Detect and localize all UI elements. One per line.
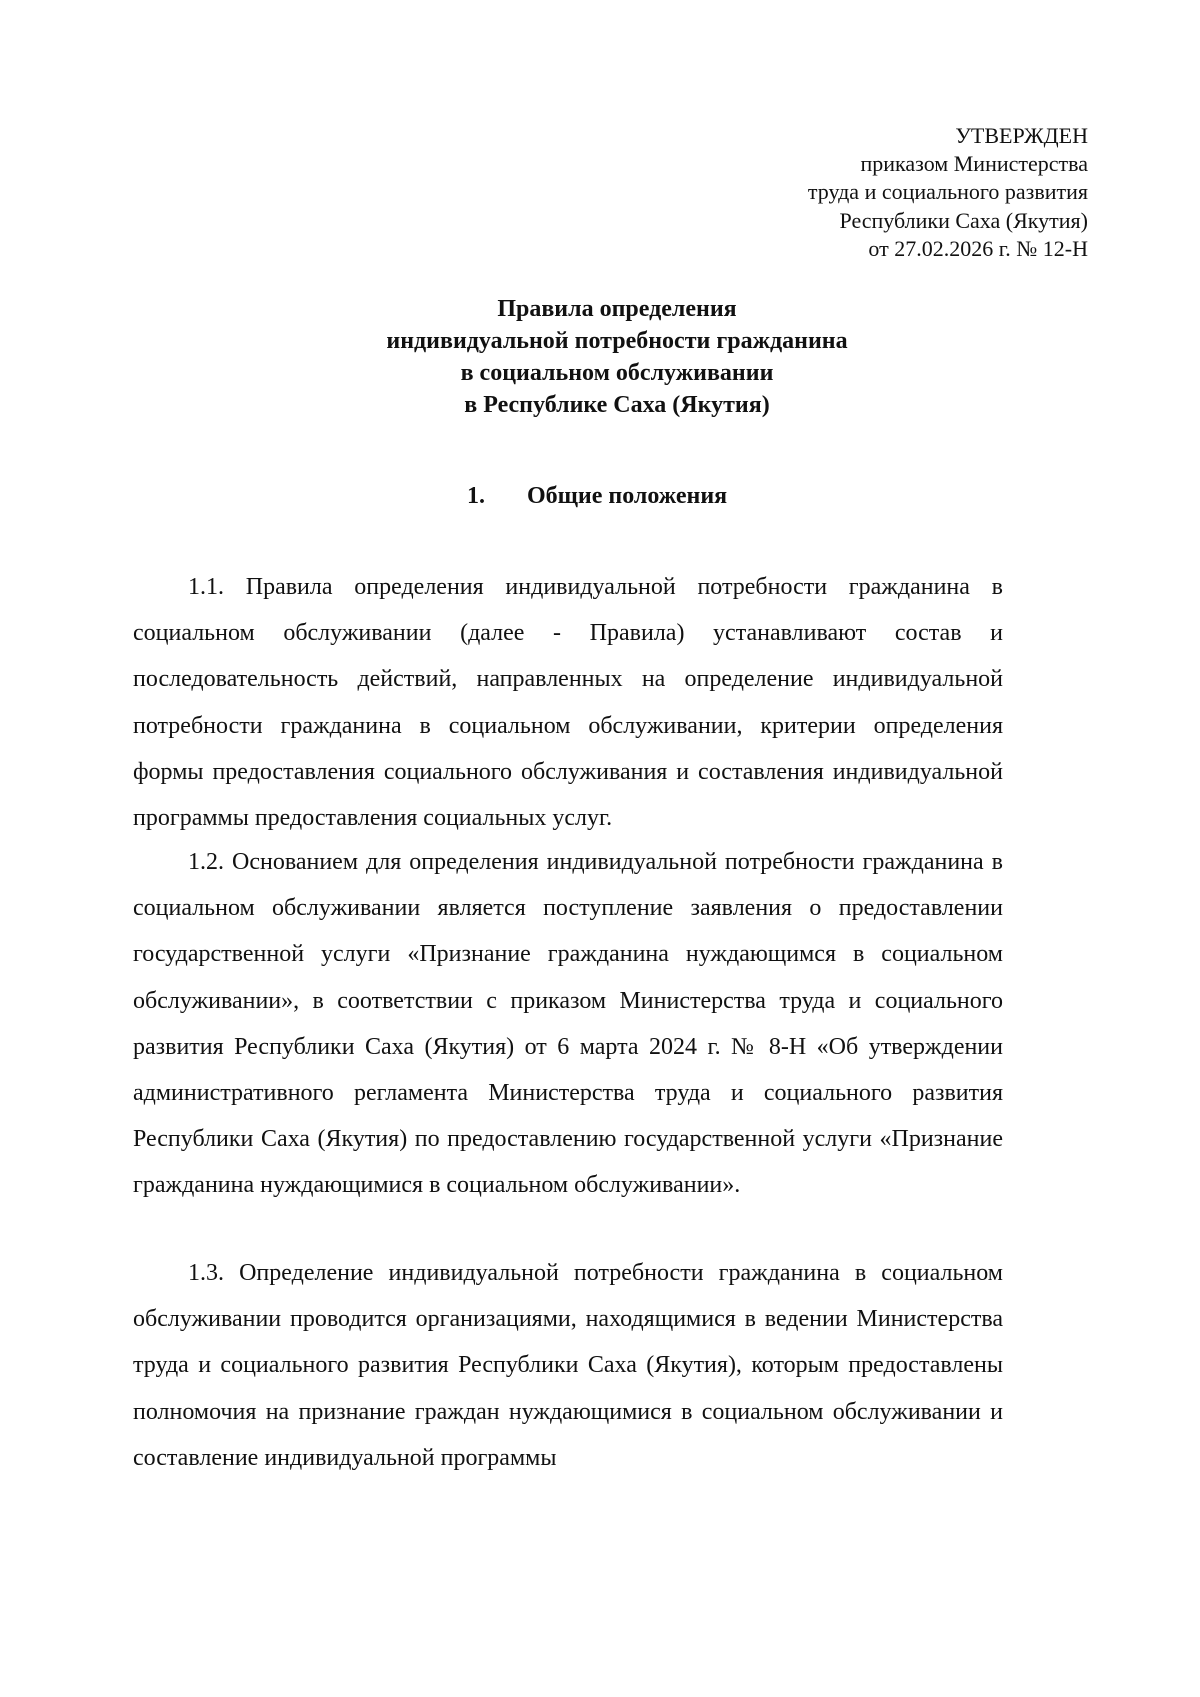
- document-title-line-2: индивидуальной потребности гражданина: [386, 328, 848, 354]
- document-title-line-3: в социальном обслуживании: [460, 360, 774, 386]
- approval-order-line: приказом Министерства: [860, 151, 1088, 177]
- approval-title: УТВЕРЖДЕН: [955, 123, 1088, 148]
- paragraph-1-1: 1.1. Правила определения индивидуальной потребности гражданина в социальном обслуживании (далее - Правила) устанавливают состав и последовательность действий, направленных на определение индивидуальной потребности гражданина в социальном обслуживании, критерии определения формы предоставления социального обслуживания и составления индивидуальной программы предоставления социальных услуг.: [133, 574, 1003, 832]
- paragraph-1-2: 1.2. Основанием для определения индивидуальной потребности гражданина в социальном обслуживании является поступление заявления о предоставлении государственной услуги «Признание гражданина нуждающимся в социальном обслуживании», в соответствии с приказом Министерства труда и социального развития Республики Саха (Якутия) от 6 марта 2024 г. № 8-Н «Об утверждении административного регламента Министерства труда и социального развития Республики Саха (Якутия) по предоставлению государственной услуги «Признание гражданина нуждающимися в социальном обслуживании».: [133, 849, 1003, 1199]
- document-title-line-1: Правила определения: [497, 296, 737, 322]
- approval-ministry-line: труда и социального развития: [807, 179, 1088, 205]
- section-title: Общие положения: [527, 483, 728, 509]
- approval-date-number: от 27.02.2026 г. № 12-Н: [868, 235, 1088, 261]
- approval-stamp-block: [808, 122, 1088, 263]
- paragraph-1-3: 1.3. Определение индивидуальной потребности гражданина в социальном обслуживании проводится организациями, находящимися в ведении Министерства труда и социального развития Республики Саха (Якутия), которым предоставлены полномочия на признание граждан нуждающимися в социальном обслуживании и составление индивидуальной программы: [133, 1260, 1003, 1471]
- document-title: [132, 293, 1102, 421]
- approval-republic-line: Республики Саха (Якутия): [839, 207, 1088, 233]
- document-title-line-4: в Республике Саха (Якутия): [464, 392, 770, 418]
- section-heading: [467, 480, 727, 512]
- section-number: 1.: [467, 483, 485, 509]
